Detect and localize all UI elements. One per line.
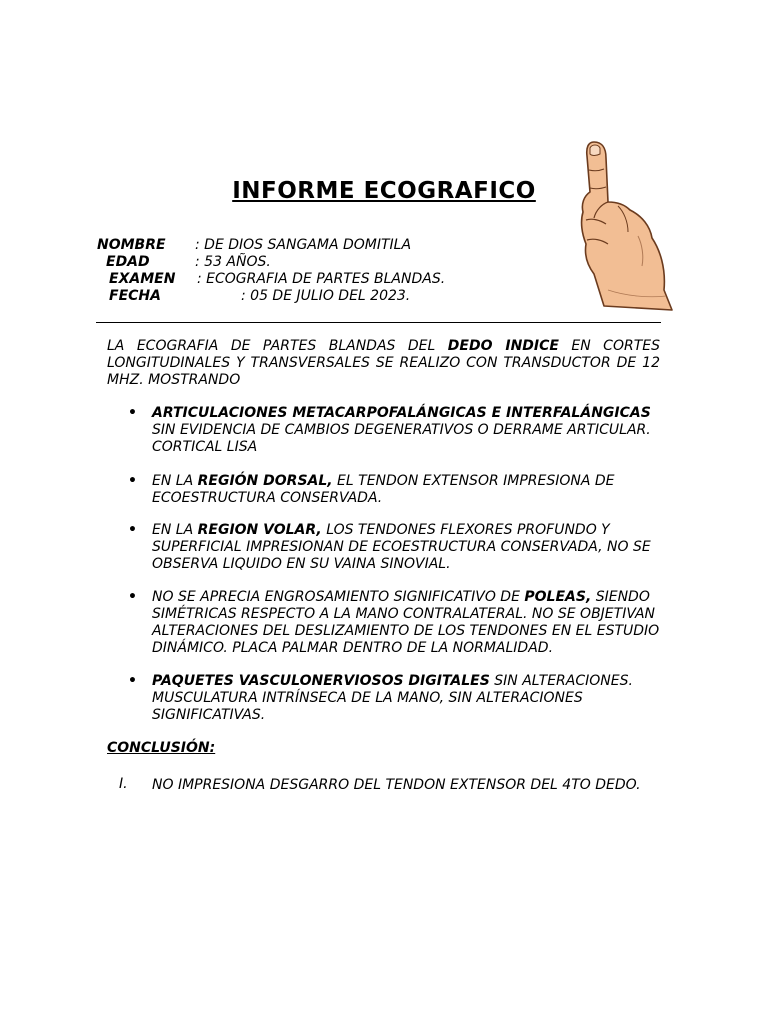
finding-highlight: ARTICULACIONES METACARPOFALÁNGICAS E INTERFALÁNGICAS bbox=[152, 405, 651, 421]
finding-item bbox=[152, 473, 667, 507]
section-divider bbox=[96, 322, 661, 323]
pointing-index-finger-icon bbox=[578, 140, 674, 312]
intro-finger-name: DEDO INDICE bbox=[447, 338, 559, 354]
exam-date-value: : 05 DE JULIO DEL 2023. bbox=[241, 288, 411, 304]
finding-text-post: LOS TENDONES FLEXORES PROFUNDO Y SUPERFICIAL IMPRESIONAN DE ECOESTRUCTURA CONSERVADA, NO SE OBSERVA LIQUIDO EN SU VAINA SINOVIAL. bbox=[152, 522, 651, 572]
finding-highlight: REGIÓN DORSAL, bbox=[197, 473, 333, 489]
bullet-icon: • bbox=[128, 405, 137, 421]
conclusion-heading: CONCLUSIÓN: bbox=[107, 740, 216, 756]
bullet-icon: • bbox=[128, 473, 137, 489]
bullet-icon: • bbox=[128, 673, 137, 689]
finding-highlight: REGION VOLAR, bbox=[197, 522, 322, 538]
patient-age-label: EDAD bbox=[106, 254, 150, 270]
finding-item bbox=[152, 673, 667, 724]
conclusion-numeral: I. bbox=[119, 776, 128, 792]
finding-text-pre: NO SE APRECIA ENGROSAMIENTO SIGNIFICATIVO DE bbox=[152, 589, 525, 605]
patient-name-label: NOMBRE bbox=[97, 237, 166, 253]
exam-type-value: : ECOGRAFIA DE PARTES BLANDAS. bbox=[197, 271, 446, 287]
finding-item bbox=[152, 522, 667, 573]
bullet-icon: • bbox=[128, 522, 137, 538]
finding-highlight: PAQUETES VASCULONERVIOSOS DIGITALES bbox=[152, 673, 490, 689]
intro-paragraph bbox=[107, 338, 660, 389]
finding-text-post: EL TENDON EXTENSOR IMPRESIONA DE ECOESTRUCTURA CONSERVADA. bbox=[152, 473, 615, 506]
report-title: INFORME ECOGRAFICO bbox=[232, 178, 536, 204]
intro-text-start: LA ECOGRAFIA DE PARTES BLANDAS DEL bbox=[107, 338, 448, 354]
conclusion-text: NO IMPRESIONA DESGARRO DEL TENDON EXTENSOR DEL 4TO DEDO. bbox=[152, 777, 641, 793]
finding-text-pre: EN LA bbox=[152, 522, 198, 538]
finding-text-post: SIN EVIDENCIA DE CAMBIOS DEGENERATIVOS O DERRAME ARTICULAR. CORTICAL LISA bbox=[152, 422, 651, 455]
intro-text-end: EN CORTES LONGITUDINALES Y TRANSVERSALES SE REALIZO CON TRANSDUCTOR DE 12 MHZ. MOSTRANDO bbox=[107, 338, 660, 388]
patient-name-value: : DE DIOS SANGAMA DOMITILA bbox=[195, 237, 412, 253]
finding-text-post: SIENDO SIMÉTRICAS RESPECTO A LA MANO CONTRALATERAL. NO SE OBJETIVAN ALTERACIONES DEL DESLIZAMIENTO DE LOS TENDONES EN EL ESTUDIO DINÁMICO. PLACA PALMAR DENTRO DE LA NORMALIDAD. bbox=[152, 589, 660, 656]
bullet-icon: • bbox=[128, 589, 137, 605]
finding-highlight: POLEAS, bbox=[524, 589, 592, 605]
exam-type-label: EXAMEN bbox=[109, 271, 176, 287]
finding-text-pre: EN LA bbox=[152, 473, 198, 489]
finding-text-post: SIN ALTERACIONES. MUSCULATURA INTRÍNSECA DE LA MANO, SIN ALTERACIONES SIGNIFICATIVAS. bbox=[152, 673, 633, 723]
patient-age-value: : 53 AÑOS. bbox=[195, 254, 271, 270]
finding-item bbox=[152, 405, 667, 456]
exam-date-label: FECHA bbox=[109, 288, 161, 304]
finding-item bbox=[152, 589, 667, 657]
